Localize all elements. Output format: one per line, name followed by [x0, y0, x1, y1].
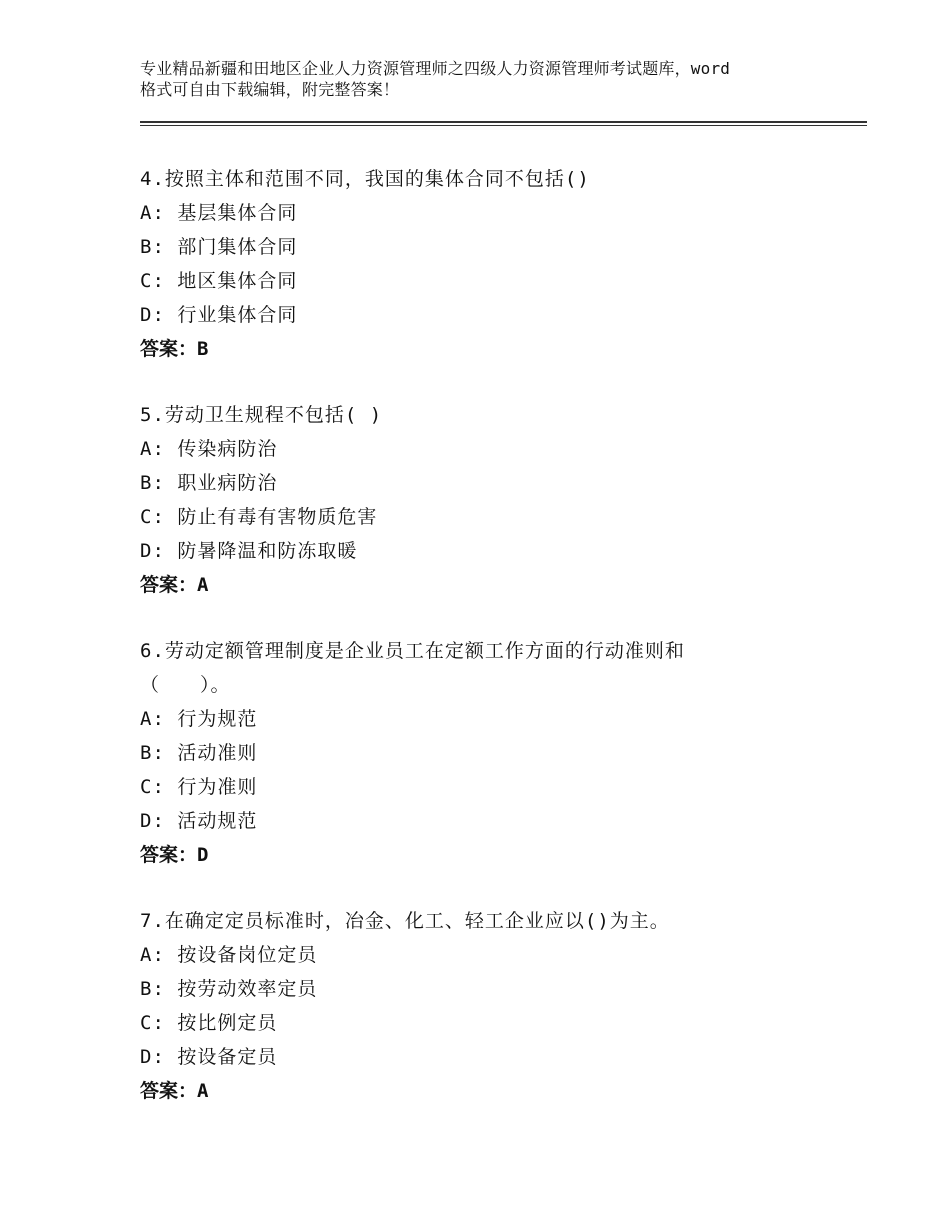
- option-a: A: 传染病防治: [140, 438, 278, 460]
- question-4: [140, 162, 840, 366]
- answer-label: 答案：: [140, 844, 198, 866]
- question-6: [140, 634, 840, 872]
- option-c: C: 地区集体合同: [140, 270, 298, 292]
- option-b: B: 职业病防治: [140, 472, 278, 494]
- question-stem: 5.劳动卫生规程不包括( ): [140, 404, 383, 426]
- option-d: D: 活动规范: [140, 810, 258, 832]
- option-c: C: 按比例定员: [140, 1012, 278, 1034]
- option-b: B: 部门集体合同: [140, 236, 298, 258]
- option-b: B: 活动准则: [140, 742, 258, 764]
- answer-line: [140, 838, 840, 872]
- option-a: A: 基层集体合同: [140, 202, 298, 224]
- question-5: [140, 398, 840, 602]
- option-d: D: 按设备定员: [140, 1046, 278, 1068]
- document-header: [140, 58, 840, 100]
- option-c: C: 防止有毒有害物质危害: [140, 506, 378, 528]
- answer-label: 答案：: [140, 338, 198, 360]
- header-divider-thick: [140, 121, 867, 123]
- answer-line: [140, 1074, 840, 1108]
- question-stem-continued: （ ）。: [140, 674, 231, 696]
- header-title-line-2: 格式可自由下载编辑，附完整答案！: [140, 80, 400, 99]
- option-d: D: 行业集体合同: [140, 304, 298, 326]
- answer-value: A: [197, 574, 209, 596]
- answer-line: [140, 568, 840, 602]
- question-list: [140, 162, 840, 1140]
- header-title-line-1: 专业精品新疆和田地区企业人力资源管理师之四级人力资源管理师考试题库，word: [140, 59, 731, 78]
- question-stem: 4.按照主体和范围不同，我国的集体合同不包括(): [140, 168, 590, 190]
- answer-line: [140, 332, 840, 366]
- question-7: [140, 904, 840, 1108]
- answer-value: D: [197, 844, 209, 866]
- option-a: A: 行为规范: [140, 708, 258, 730]
- question-stem: 7.在确定定员标准时，冶金、化工、轻工企业应以()为主。: [140, 910, 670, 932]
- answer-value: A: [197, 1080, 209, 1102]
- answer-value: B: [197, 338, 209, 360]
- option-d: D: 防暑降温和防冻取暖: [140, 540, 358, 562]
- answer-label: 答案：: [140, 1080, 198, 1102]
- option-c: C: 行为准则: [140, 776, 258, 798]
- header-divider-thin: [140, 125, 867, 126]
- question-stem: 6.劳动定额管理制度是企业员工在定额工作方面的行动准则和: [140, 640, 685, 662]
- option-a: A: 按设备岗位定员: [140, 944, 318, 966]
- answer-label: 答案：: [140, 574, 198, 596]
- option-b: B: 按劳动效率定员: [140, 978, 318, 1000]
